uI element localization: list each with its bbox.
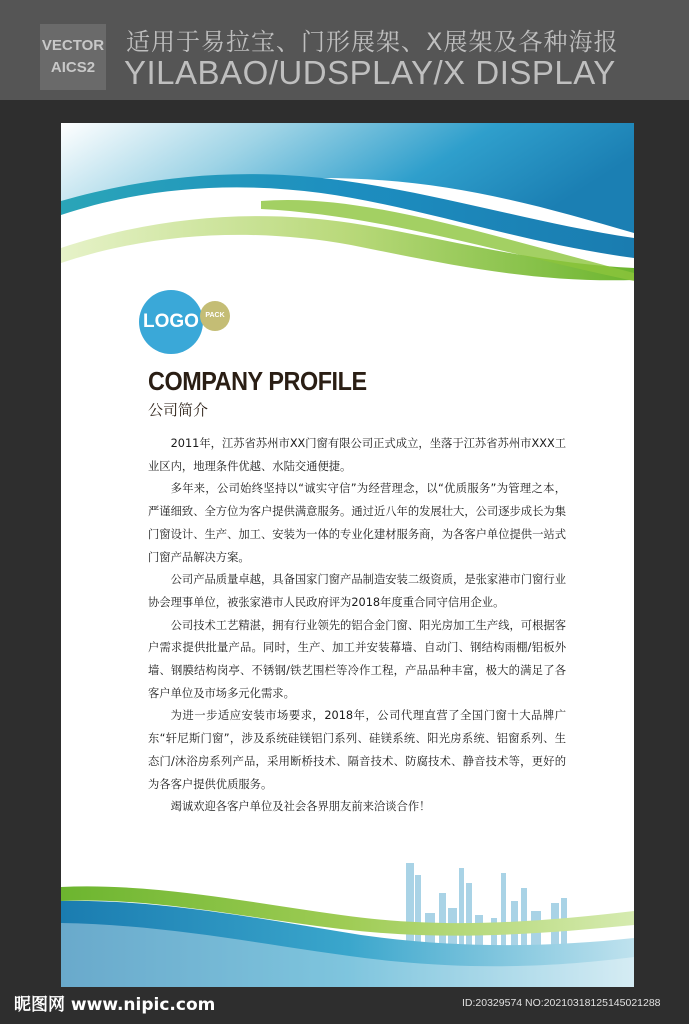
paragraph-4: 公司技术工艺精湛，拥有行业领先的铝合金门窗、阳光房加工生产线，可根据客户需求提供批量产品。同时，生产、加工并安装幕墙、自动门、钢结构雨棚/铝板外墙、钢膜结构岗亭、不锈钢/铁艺围栏等冷作工程，产品品种丰富，极大的满足了各客户单位及市场多元化需求。 xyxy=(148,618,566,700)
poster xyxy=(61,123,634,987)
header-banner xyxy=(0,0,689,100)
logo-circle: LOGO xyxy=(139,290,203,354)
pack-circle: PACK xyxy=(200,301,230,331)
profile-title: COMPANY PROFILE xyxy=(148,366,367,396)
badge-line2: AICS2 xyxy=(50,59,96,76)
top-wave-decoration xyxy=(61,123,634,293)
profile-subtitle: 公司简介 xyxy=(148,401,209,419)
bottom-wave-decoration xyxy=(61,853,634,987)
header-subtitle: YILABAO/UDSPLAY/X DISPLAY xyxy=(124,54,616,91)
profile-body xyxy=(148,433,566,819)
paragraph-3: 公司产品质量卓越，具备国家门窗产品制造安装二级资质，是张家港市门窗行业协会理事单位，被张家港市人民政府评为2018年度重合同守信用企业。 xyxy=(148,573,566,609)
image-id: ID:20329574 NO:20210318125145021288 xyxy=(462,997,661,1009)
paragraph-6: 竭诚欢迎各客户单位及社会各界朋友前来洽谈合作！ xyxy=(170,800,431,814)
paragraph-1: 2011年，江苏省苏州市XX门窗有限公司正式成立，坐落于江苏省苏州市XXX工业区内，地理条件优越、水陆交通便捷。 xyxy=(148,437,566,473)
badge-line1: VECTOR xyxy=(41,37,105,54)
paragraph-2: 多年来，公司始终坚持以“诚实守信”为经营理念，以“优质服务”为管理之本，严谨细致、全方位为客户提供满意服务。通过近八年的发展壮大，公司逐步成长为集门窗设计、生产、加工、安装为一体的专业化建材服务商，为各客户单位提供一站式门窗产品解决方案。 xyxy=(148,482,566,564)
vector-badge xyxy=(40,24,106,90)
header-title: 适用于易拉宝、门形展架、X展架及各种海报 xyxy=(126,28,619,56)
paragraph-5: 为进一步适应安装市场要求，2018年，公司代理直营了全国门窗十大品牌广东“轩尼斯门窗”，涉及系统硅镁铝门系列、硅镁系统、阳光房系统、铝窗系列、生态门/沐浴房系列产品，采用断桥技术、隔音技术、防腐技术、静音技术等，更好的为各客户提供优质服务。 xyxy=(148,709,566,791)
site-watermark: 昵图网 www.nipic.com xyxy=(14,995,216,1015)
